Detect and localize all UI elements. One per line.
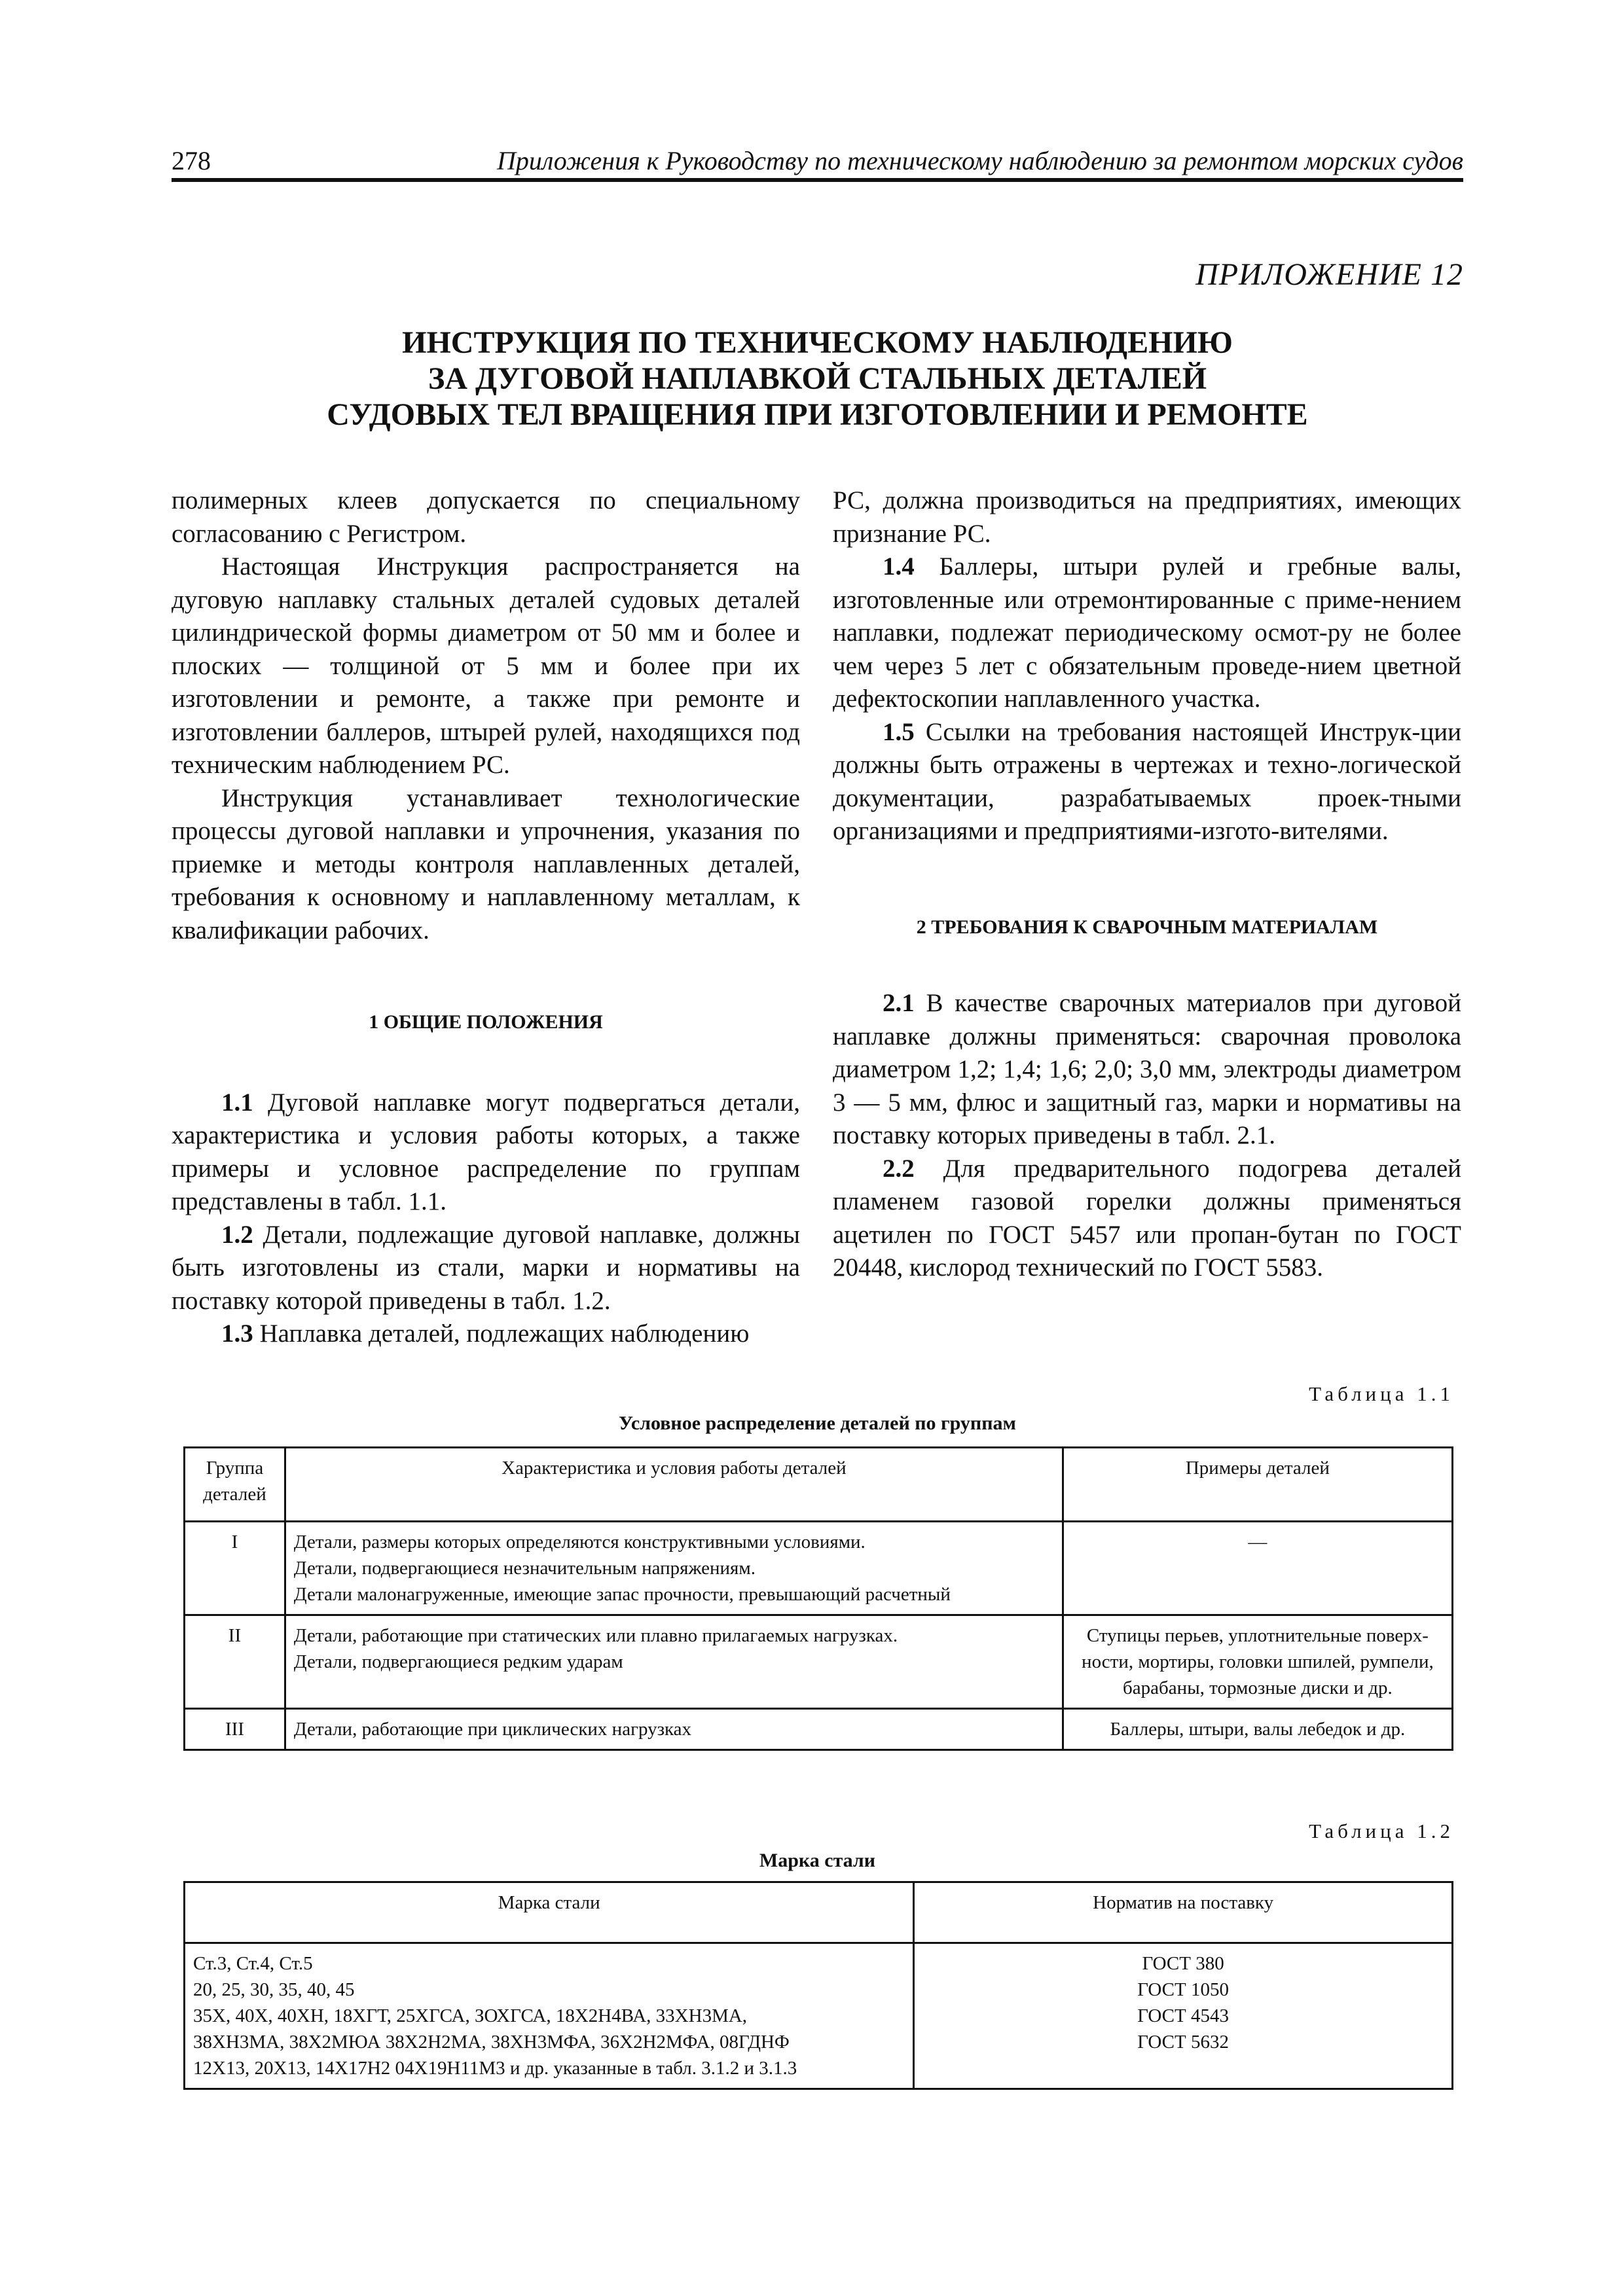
clause-number: 1.3	[221, 1319, 253, 1348]
table-row	[185, 1615, 1453, 1709]
cell-line: 38ХН3МА, 38Х2МЮА 38Х2Н2МА, 38ХН3МФА, 36Х2Н2МФА, 08ГДНФ	[193, 2032, 790, 2053]
clause-text: Наплавка деталей, подлежащих наблюдению	[253, 1319, 750, 1348]
cell-line: Детали, работающие при статических или плавно прилагаемых нагрузках.	[293, 1625, 898, 1646]
clause-text: Дуговой наплавке могут подвергаться детали, характеристика и условия работы которых, а также примеры и условное распределение по группам представлены в табл. 1.1.	[172, 1088, 800, 1215]
paragraph: РС, должна производиться на предприятиях, имеющих признание РС.	[833, 486, 1461, 548]
paragraph: Инструкция устанавливает технологические процессы дуговой наплавки и упрочнения, указания по приемке и методы контроля наплавленных деталей, требования к основному и наплавленному металлам, к квалификации рабочих.	[172, 783, 800, 944]
clause-text: Ссылки на требования настоящей Инструк-ции должны быть отражены в чертежах и техно-логической документации, разрабатываемых проек-тными организациями и предприятиями-изгото-вителями.	[833, 717, 1461, 845]
table-row	[185, 1709, 1453, 1750]
header-cell-steel-grade: Марка стали	[185, 1882, 914, 1943]
cell-line: ГОСТ 5632	[1137, 2032, 1229, 2053]
document-title	[172, 325, 1463, 433]
section-heading: 2 ТРЕБОВАНИЯ К СВАРОЧНЫМ МАТЕРИАЛАМ	[916, 916, 1378, 938]
clause-number: 1.2	[221, 1220, 253, 1249]
right-column	[833, 484, 1461, 1285]
clause-2-1	[833, 987, 1461, 1153]
clause-text: В качестве сварочных материалов при дуговой наплавке должны применяться: сварочная проволока диаметром 1,2; 1,4; 1,6; 2,0; 3,0 мм, электроды диаметром 3 — 5 мм, флюс и защитный газ, марки и нормативы на поставку которых приведены в табл. 2.1.	[833, 989, 1461, 1149]
group-cell: III	[185, 1709, 285, 1750]
cell-line: Детали малонагруженные, имеющие запас прочности, превышающий расчетный	[293, 1584, 951, 1605]
header-cell-characteristic: Характеристика и условия работы деталей	[285, 1448, 1063, 1522]
left-column	[172, 484, 800, 1351]
clause-text: Баллеры, штыри рулей и гребные валы, изготовленные или отремонтированные с приме-нением наплавки, подлежат периодическому осмот-ру не более чем через 5 лет с обязательным проведе-нием цветной дефектоскопии наплавленного участка.	[833, 552, 1461, 713]
table-header-row	[185, 1448, 1453, 1522]
cell-line: 20, 25, 30, 35, 40, 45	[193, 1979, 355, 2000]
examples-cell: —	[1063, 1522, 1452, 1615]
table-1-1	[183, 1446, 1453, 1751]
title-line: ЗА ДУГОВОЙ НАПЛАВКОЙ СТАЛЬНЫХ ДЕТАЛЕЙ	[428, 361, 1207, 396]
header-rule	[172, 178, 1463, 182]
clause-1-4	[833, 550, 1461, 716]
table-row	[185, 1522, 1453, 1615]
clause-1-1	[172, 1086, 800, 1219]
cell-line: Детали, размеры которых определяются конструктивными условиями.	[293, 1532, 866, 1552]
table-1-1-label: Таблица 1.1	[1309, 1382, 1454, 1405]
examples-cell: Баллеры, штыри, валы лебедок и др.	[1063, 1709, 1452, 1750]
group-cell: I	[185, 1522, 285, 1615]
group-cell: II	[185, 1615, 285, 1709]
cell-line: ГОСТ 4543	[1137, 2005, 1229, 2026]
table-1-1-caption: Условное распределение деталей по группам	[619, 1412, 1016, 1434]
clause-1-5	[833, 716, 1461, 848]
clause-1-2	[172, 1219, 800, 1318]
cell-line: ГОСТ 1050	[1137, 1979, 1229, 2000]
clause-number: 1.4	[883, 552, 915, 581]
clause-number: 1.1	[221, 1088, 253, 1117]
table-1-2-caption: Марка стали	[759, 1850, 876, 1871]
standard-cell	[914, 1943, 1453, 2089]
table-1-2	[183, 1881, 1453, 2090]
appendix-label: ПРИЛОЖЕНИЕ 12	[1195, 257, 1463, 292]
cell-line: Детали, подвергающиеся незначительным напряжениям.	[293, 1558, 756, 1579]
table-1-2-label: Таблица 1.2	[1309, 1820, 1454, 1842]
steel-grade-cell	[185, 1943, 914, 2089]
section-heading: 1 ОБЩИЕ ПОЛОЖЕНИЯ	[369, 1011, 603, 1033]
clause-text: Для предварительного подогрева деталей пламенем газовой горелки должны применяться ацетилен по ГОСТ 5457 или пропан-бутан по ГОСТ 20448, кислород технический по ГОСТ 5583.	[833, 1154, 1461, 1282]
clause-1-3	[172, 1318, 800, 1351]
paragraph: Настоящая Инструкция распространяется на дуговую наплавку стальных деталей судовых деталей цилиндрической формы диаметром от 50 мм и более и плоских — толщиной от 5 мм и более при их изготовлении и ремонте, а также при ремонте и изготовлении баллеров, штырей рулей, находящихся под техническим наблюдением РС.	[172, 552, 800, 779]
header-cell-examples: Примеры деталей	[1063, 1448, 1452, 1522]
running-head: Приложения к Руководству по техническому наблюдению за ремонтом морских судов	[496, 146, 1463, 175]
clause-text: Детали, подлежащие дуговой наплавке, должны быть изготовлены из стали, марки и нормативы на поставку которой приведены в табл. 1.2.	[172, 1220, 800, 1315]
table-row	[185, 1943, 1453, 2089]
characteristic-cell	[285, 1709, 1063, 1750]
title-line: СУДОВЫХ ТЕЛ ВРАЩЕНИЯ ПРИ ИЗГОТОВЛЕНИИ И РЕМОНТЕ	[327, 397, 1308, 432]
cell-line: 35Х, 40Х, 40ХН, 18ХГТ, 25ХГСА, ЗОХГСА, 18Х2Н4ВА, 33ХН3МА,	[193, 2005, 748, 2026]
table-header-row	[185, 1882, 1453, 1943]
page-number: 278	[172, 146, 211, 175]
characteristic-cell	[285, 1522, 1063, 1615]
header-cell-standard: Норматив на поставку	[914, 1882, 1453, 1943]
cell-line: Ст.3, Ст.4, Ст.5	[193, 1953, 313, 1974]
examples-cell: Ступицы перьев, уплотнительные поверх-ности, мортиры, головки шпилей, румпели, барабаны, тормозные диски и др.	[1063, 1615, 1452, 1709]
cell-line: Детали, работающие при циклических нагрузках	[293, 1719, 692, 1740]
cell-line: ГОСТ 380	[1142, 1953, 1224, 1974]
cell-line: 12Х13, 20Х13, 14Х17Н2 04Х19Н11М3 и др. указанные в табл. 3.1.2 и 3.1.3	[193, 2058, 797, 2079]
title-line: ИНСТРУКЦИЯ ПО ТЕХНИЧЕСКОМУ НАБЛЮДЕНИЮ	[402, 325, 1233, 360]
clause-number: 2.1	[883, 989, 915, 1017]
clause-number: 2.2	[883, 1154, 915, 1183]
header-cell-group: Группа деталей	[185, 1448, 285, 1522]
clause-number: 1.5	[883, 717, 915, 746]
characteristic-cell	[285, 1615, 1063, 1709]
cell-line: Детали, подвергающиеся редким ударам	[293, 1651, 623, 1672]
clause-2-2	[833, 1153, 1461, 1285]
paragraph: полимерных клеев допускается по специальному согласованию с Регистром.	[172, 486, 800, 548]
